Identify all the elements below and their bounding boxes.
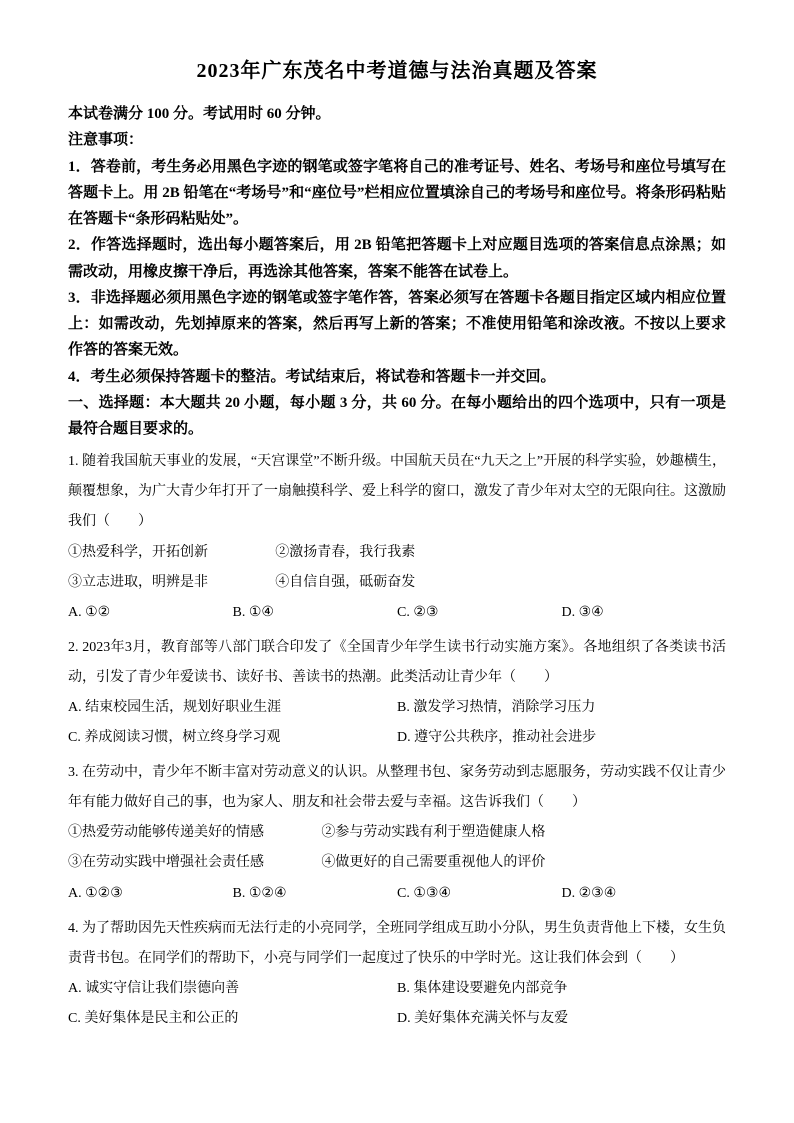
choices-row: [68, 879, 726, 909]
choice-option: B. 激发学习热情，消除学习压力: [397, 700, 596, 715]
choice-option: C. 养成阅读习惯，树立终身学习观: [68, 730, 281, 746]
sub-option: ④自信自强，砥砺奋发: [275, 574, 416, 590]
choice-option: B. 集体建设要避免内部竞争: [397, 980, 568, 996]
question-2: [68, 633, 726, 753]
section-heading: 一、选择题：本大题共 20 小题，每小题 3 分，共 60 分。在每小题给出的四个选项中，只有一项是最符合题目要求的。: [68, 394, 726, 437]
page-title: 2023年广东茂名中考道德与法治真题及答案: [196, 60, 598, 82]
notice-item-3: 3．非选择题必须用黑色字迹的钢笔或签字笔作答，答案必须写在答题卡各题目指定区域内相应位置上：如需改动，先划掉原来的答案，然后再写上新的答案；不准使用铅笔和涂改液。不按以上要求作答的答案无效。: [68, 289, 726, 359]
sub-option: ②参与劳动实践有利于塑造健康人格: [321, 825, 546, 841]
choices-row: [68, 974, 726, 1004]
sub-option: ③在劳动实践中增强社会责任感: [68, 855, 264, 871]
choice-option: D. 遵守公共秩序，推动社会进步: [397, 730, 597, 746]
exam-info: 本试卷满分 100 分。考试用时 60 分钟。: [68, 106, 331, 122]
choice-option: A. 诚实守信让我们崇德向善: [68, 980, 240, 996]
choice-option: D. 美好集体充满关怀与友爱: [397, 1010, 569, 1026]
choice-option: D. ③④: [561, 604, 604, 620]
choice-option: A. ①②③: [68, 885, 123, 901]
choices-row: [68, 693, 726, 723]
choice-option: C. ②③: [397, 604, 439, 620]
question-stem: 3. 在劳动中，青少年不断丰富对劳动意义的认识。从整理书包、家务劳动到志愿服务，劳动实践不仅让青少年有能力做好自己的事，也为家人、朋友和社会带去爱与幸福。这告诉我们（ ）: [68, 765, 726, 811]
question-1: [68, 447, 726, 628]
choice-option: B. ①②④: [232, 885, 287, 901]
sub-option: ②激扬青春，我行我素: [275, 544, 416, 560]
question-3: [68, 758, 726, 908]
sub-options-row: [68, 818, 726, 848]
sub-options-row: [68, 538, 726, 568]
sub-options-row: [68, 848, 726, 878]
choice-option: A. 结束校园生活，规划好职业生涯: [68, 700, 282, 715]
sub-option: ④做更好的自己需要重视他人的评价: [321, 855, 546, 871]
question-stem: 4. 为了帮助因先天性疾病而无法行走的小亮同学，全班同学组成互助小分队，男生负责背他上下楼，女生负责背书包。在同学们的帮助下，小亮与同学们一起度过了快乐的中学时光。这让我们体会到（ ）: [68, 920, 726, 966]
choice-option: D. ②③④: [561, 885, 617, 901]
question-stem: 1. 随着我国航天事业的发展，“天宫课堂”不断升级。中国航天员在“九天之上”开展的科学实验，妙趣横生，颠覆想象，为广大青少年打开了一扇触摸科学、爱上科学的窗口，激发了青少年对太空的无限向往。这激励我们（ ）: [68, 454, 726, 530]
choice-option: C. ①③④: [397, 885, 451, 901]
notice-item-4: 4．考生必须保持答题卡的整洁。考试结束后，将试卷和答题卡一并交回。: [68, 368, 556, 385]
choices-row: [68, 598, 726, 628]
notices-heading: 注意事项：: [68, 132, 144, 149]
choice-option: A. ①②: [68, 604, 111, 620]
notice-item-1: 1．答卷前，考生务必用黑色字迹的钢笔或签字笔将自己的准考证号、姓名、考场号和座位号填写在答题卡上。用 2B 铅笔在“考场号”和“座位号”栏相应位置填涂自己的考场号和座位号。将条形码粘贴在答题卡“条形码粘贴处”。: [68, 158, 726, 227]
sub-option: ①热爱劳动能够传递美好的情感: [68, 825, 264, 841]
choices-row: [68, 723, 726, 753]
choices-row: [68, 1004, 726, 1034]
sub-option: ③立志进取，明辨是非: [68, 574, 208, 590]
choice-option: B. ①④: [232, 604, 274, 620]
choice-option: C. 美好集体是民主和公正的: [68, 1010, 239, 1026]
question-4: [68, 914, 726, 1034]
sub-option: ①热爱科学，开拓创新: [68, 544, 208, 560]
question-stem: 2. 2023年3月，教育部等八部门联合印发了《全国青少年学生读书行动实施方案》。各地组织了各类读书活动，引发了青少年爱读书、读好书、善读书的热潮。此类活动让青少年（ ）: [68, 639, 726, 685]
notice-item-2: 2．作答选择题时，选出每小题答案后，用 2B 铅笔把答题卡上对应题目选项的答案信息点涂黑；如需改动，用橡皮擦干净后，再选涂其他答案，答案不能答在试卷上。: [68, 237, 726, 280]
sub-options-row: [68, 568, 726, 598]
